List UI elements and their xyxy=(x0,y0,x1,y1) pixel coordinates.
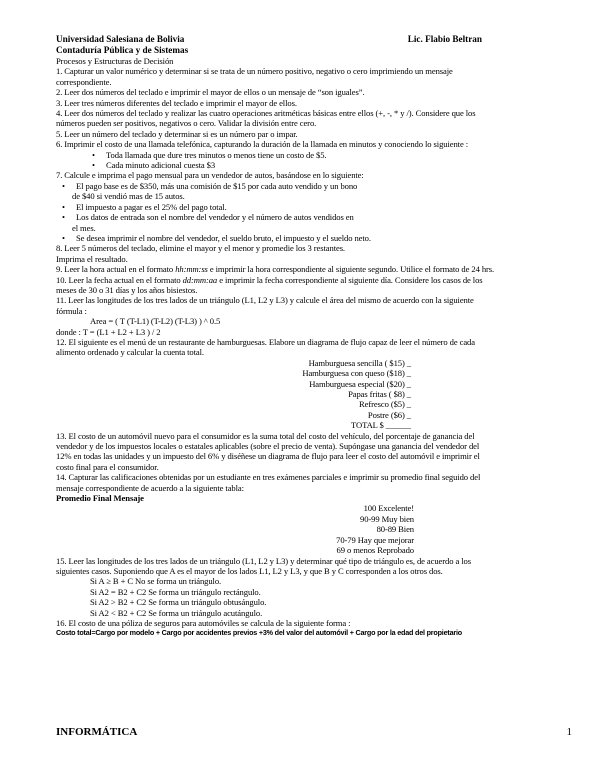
grades-heading: Promedio Final Mensaje xyxy=(56,493,144,504)
list-item: Hamburguesa sencilla ( $15) _ xyxy=(308,357,411,368)
list-item: Postre ($6) _ xyxy=(367,409,411,420)
exercise-2: 2. Leer dos números del teclado e imprimir el mayor de ellos o un mensaje de “son iguales”. xyxy=(56,87,365,98)
list-item: Hamburguesa especial ($20) _ xyxy=(309,378,411,389)
list-item: • Cada minuto adicional cuesta $3 xyxy=(56,160,552,170)
page-footer xyxy=(56,726,572,738)
header-row xyxy=(56,34,552,45)
list-item: 69 o menos Reprobado xyxy=(336,545,414,556)
list-item: Si A2 > B2 + C2 Se forma un triángulo obtusángulo. xyxy=(90,597,267,608)
list-item: 90-99 Muy bien xyxy=(360,513,414,524)
university-name: Universidad Salesiana de Bolivia xyxy=(56,34,185,44)
exercise-4: 4. Leer dos números del teclado y realizar las cuatro operaciones aritméticas básicas entre ellos (+, -, * y /). Considere que los xyxy=(56,108,476,119)
exercise-13: 13. El costo de un automóvil nuevo para el consumidor es la suma total del costo del vehículo, del porcentaje de ganancia del xyxy=(56,430,475,441)
exercise-3: 3. Leer tres números diferentes del teclado e imprimir el mayor de ellos. xyxy=(56,97,297,108)
footer-label: INFORMÁTICA xyxy=(56,726,138,738)
exercise-14: 14. Capturar las calificaciones obtenidas por un estudiante en tres exámenes parciales e imprimir su promedio final seguido del xyxy=(56,472,481,483)
list-item: Si A2 = B2 + C2 Se forma un triángulo rectángulo. xyxy=(90,586,261,597)
exercise-12: 12. El siguiente es el menú de un restaurante de hamburguesas. Elabore un diagrama de flujo capaz de leer el número de cada xyxy=(56,336,475,347)
list-item: • Toda llamada que dure tres minutos o menos tiene un costo de $5. xyxy=(56,150,552,160)
page-number: 1 xyxy=(566,726,572,738)
area-formula: Area = ( T (T-L1) (T-L2) (T-L3) ) ^ 0.5 xyxy=(90,316,221,327)
exercise-9: 9. Leer la hora actual en el formato hh:mm:ss e imprimir la hora correspondiente al siguiente segundo. Utilice el formato de 24 hrs. xyxy=(56,264,495,275)
subject-title: Procesos y Estructuras de Decisión xyxy=(56,56,174,66)
list-item: • Se desea imprimir el nombre del vendedor, el sueldo bruto, el impuesto y el sueldo neto. xyxy=(56,233,552,243)
list-item: TOTAL $ ______ xyxy=(351,420,411,431)
exercise-8: 8. Leer 5 números del teclado, elimine el mayor y el menor y promedie los 3 restantes. xyxy=(56,243,345,254)
exercise-16: 16. El costo de una póliza de seguros para automóviles se calcula de la siguiente forma : xyxy=(56,617,351,628)
list-item: 100 Excelente! xyxy=(363,503,414,514)
list-item: Papas fritas ( $8) _ xyxy=(348,389,411,399)
author-name: Lic. Flabio Beltran xyxy=(407,34,482,44)
exercise-5: 5. Leer un número del teclado y determinar si es un número par o impar. xyxy=(56,128,298,139)
list-item: Si A2 < B2 + C2 Se forma un triángulo acutángulo. xyxy=(90,607,263,618)
exercise-10: 10. Leer la fecha actual en el formato dd:mm:aa e imprimir la fecha correspondiente al siguiente día. Considere los casos de los xyxy=(56,274,483,285)
exercise-15: 15. Leer las longitudes de los tres lados de un triángulo (L1, L2 y L3) y determinar qué tipo de triángulo es, de acuerdo a los xyxy=(56,555,471,566)
insurance-formula: Costo total=Cargo por modelo + Cargo por accidentes previos +3% del valor del automóvil + Cargo por la edad del propietario xyxy=(56,628,462,638)
exercise-6: 6. Imprimir el costo de una llamada telefónica, capturando la duración de la llamada en minutos y conociendo lo siguiente : xyxy=(56,139,468,150)
exercise-11: 11. Leer las longitudes de los tres lados de un triángulo (L1, L2 y L3) y calcule el área del mismo de acuerdo con la siguiente xyxy=(56,295,474,306)
list-item: • El impuesto a pagar es el 25% del pago total. xyxy=(56,202,552,212)
list-item: Hamburguesa con queso ($18) _ xyxy=(302,368,411,379)
burger-menu-list xyxy=(206,358,411,431)
list-item: 70-79 Hay que mejorar xyxy=(336,534,414,545)
list-item: • El pago base es de $350, más una comisión de $15 por cada auto vendido y un bono xyxy=(56,181,552,191)
document-page: Universidad Salesiana de Bolivia Lic. Flabio Beltran Contaduría Pública y de Sistemas Procesos y Estructuras de Decisión 1. Capturar un valor numérico y determinar si se trata de un número positivo, negativo o cero imprimiendo un mensaje correspondiente. 2. Leer dos números del teclado e imprimir el mayor de ellos o un mensaje de “son iguales”. 3. Leer tres números diferentes del teclado e imprimir el mayor de ellos. 4. Leer dos números del teclado y realizar las cuatro operaciones aritméticas básicas entre ellos (+, -, * y /). Considere que los números pueden ser positivos, negativos o cero. Validar la división entre cero. 5. Leer un número del teclado y determinar si es un número par o impar. 6. Imprimir el costo de una llamada telefónica, capturando la duración de la llamada en minutos y conociendo lo siguiente : • Toda llamada que dure tres minutos o menos tiene un costo de $5. • Cada minuto adicional cuesta $3 7. Calcule e imprima el pago mensual para un vendedor de autos, basándose en lo siguiente: • El pago base es de $350, más una comisión de $15 por cada auto vendido y un bono de $40 si vendió mas de 15 autos. • El impuesto a pagar es el 25% del pago total. • Los datos de entrada son el nombre del vendedor y el número de autos vendidos en el mes. • Se desea imprimir el nombre del vendedor, el sueldo bruto, el impuesto y el sueldo neto. 8. Leer 5 números del teclado, elimine el mayor y el menor y promedie los 3 restantes. Imprima el resultado. 9. Leer la hora actual en el formato hh:mm:ss e imprimir la hora correspondiente al siguiente segundo. Utilice el formato de 24 hrs. 10. Leer la fecha actual en el formato dd:mm:aa e imprimir la fecha correspondiente al siguiente día. Considere los casos de los meses de 30 o 31 días y los años bisiestos. 11. Leer las longitudes de los tres lados de un triángulo (L1, L2 y L3) y calcule el área del mismo de acuerdo con la siguiente fórmula : Area = ( T (T-L1) (T-L2) (T-L3) ) ^ 0.5 donde : T = (L1 + L2 + L3 ) / 2 12. El siguiente es el menú de un restaurante de hamburguesas. Elabore un diagrama de flujo capaz de leer el número de cada alimento ordenado y calcular la cuenta total. Hamburguesa sencilla ( $15) _ Hamburguesa con queso ($18) _ Hamburguesa especial ($20) _ Papas fritas ( $8) _ Refresco ($5) _ Postre ($6) _ TOTAL $ ______ 13. El costo de un automóvil nuevo para el consumidor es la suma total del costo del vehículo, del porcentaje de ganancia del vendedor y de los impuestos locales o estatales aplicables (sobre el precio de venta). Supóngase una ganancia del vendedor del 12% en todas las unidades y un impuesto del 6% y diséñese un diagrama de flujo para leer el costo del automóvil e imprimir el costo final para el consumidor. 14. Capturar las calificaciones obtenidas por un estudiante en tres exámenes parciales e imprimir su promedio final seguido del mensaje correspondiente de acuerdo a la siguiente tabla: Promedio Final Mensaje 100 Excelente! 90-99 Muy bien 80-89 Bien 70-79 Hay que mejorar 69 o menos Reprobado 15. Leer las longitudes de los tres lados de un triángulo (L1, L2 y L3) y determinar qué tipo de triángulo es, de acuerdo a los siguientes casos. Suponiendo que A es el mayor de los lados L1, L2 y L3, y que B y C corresponden a los otros dos. Si A ≥ B + C No se forma un triángulo. Si A2 = B2 + C2 Se forma un triángulo rectángulo. Si A2 > B2 + C2 Se forma un triángulo obtusángulo. Si A2 < B2 + C2 Se forma un triángulo acutángulo. 16. El costo de una póliza de seguros para automóviles se calcula de la siguiente forma : Costo total=Cargo por modelo + Cargo por accidentes previos +3% del valor del automóvil + Cargo por la edad del propietario xyxy=(56,34,552,639)
list-item: Si A ≥ B + C No se forma un triángulo. xyxy=(90,576,222,587)
exercise-1: 1. Capturar un valor numérico y determinar si se trata de un número positivo, negativo o cero imprimiendo un mensaje xyxy=(56,66,453,77)
career-name: Contaduría Pública y de Sistemas xyxy=(56,45,189,55)
list-item: • Los datos de entrada son el nombre del vendedor y el número de autos vendidos en xyxy=(56,212,552,222)
exercise-7: 7. Calcule e imprima el pago mensual para un vendedor de autos, basándose en lo siguiente: xyxy=(56,170,364,181)
list-item: 80-89 Bien xyxy=(376,524,414,535)
grades-table xyxy=(156,503,414,555)
list-item: Refresco ($5) _ xyxy=(359,399,411,410)
